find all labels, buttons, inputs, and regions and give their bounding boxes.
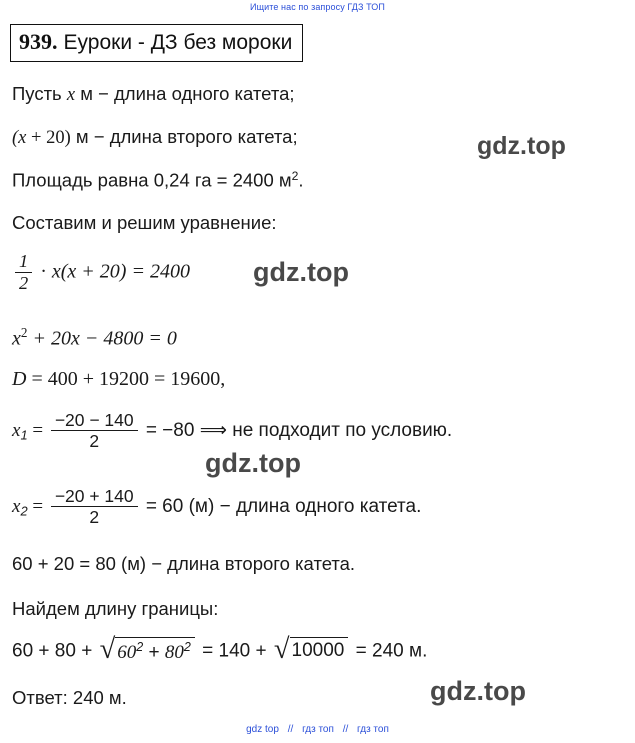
fraction-one-half (15, 252, 32, 294)
eq5-fraction (51, 487, 138, 527)
eq2-rest: + 20x − 4800 = 0 (27, 327, 177, 350)
eq4-fraction-numerator: −20 − 140 (54, 410, 134, 430)
eq4-equals: = (27, 419, 48, 441)
fraction-numerator: 1 (19, 251, 29, 271)
eq1-dot: · (40, 260, 47, 283)
solution-line-4: Составим и решим уравнение: (12, 212, 277, 233)
watermark-4: gdz.top (430, 676, 526, 706)
eq3-discriminant: D (12, 368, 27, 390)
equation-4 (12, 411, 452, 451)
eq4-fraction-denominator: 2 (51, 430, 138, 450)
solution-line-5: 60 + 20 = 80 (м) − длина второго катета. (12, 553, 356, 574)
task-title-text: Еуроки - ДЗ без мороки (63, 31, 293, 54)
solution-line-2 (12, 126, 298, 149)
eq6-middle: = 140 + (202, 640, 272, 662)
equation-2 (12, 325, 177, 350)
sqrt-ten-thousand (273, 634, 349, 666)
eq5-variable: x (12, 495, 21, 517)
footer-links (0, 724, 635, 735)
eq6-end: = 240 м. (355, 640, 428, 662)
top-ad-banner: Ищите нас по запросу ГДЗ ТОП (250, 2, 385, 12)
footer-separator-1: // (287, 724, 294, 735)
eq5-result: = 60 (м) − длина одного катета. (145, 495, 422, 517)
radical-sign-icon-2: √ (273, 634, 290, 665)
eq1-variable: x (51, 260, 61, 283)
equation-5 (12, 487, 421, 527)
footer-link-3[interactable]: гдз топ (357, 724, 389, 735)
equation-6 (12, 634, 428, 666)
line2-suffix: м − длина второго катета; (70, 126, 298, 147)
line3-text: Площадь равна 0,24 га = 2400 м (12, 169, 292, 191)
sqrt-sum-of-squares (99, 634, 195, 666)
line1-suffix: м − длина одного катета; (75, 83, 295, 104)
eq2-variable: x (12, 327, 21, 350)
eq5-fraction-denominator: 2 (51, 506, 138, 526)
line2-paren-open: ( (12, 128, 19, 148)
eq2-power: 2 (20, 325, 28, 340)
line3-power: 2 (291, 169, 299, 183)
eq6-power-1: 2 (136, 640, 144, 654)
eq4-fraction (51, 411, 138, 451)
eq3-rest: = 400 + 19200 = 19600, (26, 368, 226, 390)
eq1-rest: (x + 20) = 2400 (60, 260, 190, 283)
footer-link-2[interactable]: гдз топ (302, 724, 334, 735)
eq5-equals: = (27, 495, 48, 517)
eq5-index: 2 (20, 503, 28, 519)
solution-line-1 (12, 83, 295, 106)
watermark-3: gdz.top (205, 448, 301, 478)
eq6-plus: + (143, 641, 165, 663)
task-number: 939. (19, 29, 58, 54)
line2-expr: + 20) (26, 128, 71, 148)
eq6-start: 60 + 80 + (12, 640, 98, 662)
fraction-denominator: 2 (15, 272, 32, 293)
radical-sign-icon: √ (99, 634, 116, 665)
line1-prefix: Пусть (12, 83, 67, 104)
eq4-index: 1 (20, 427, 28, 443)
answer-line: Ответ: 240 м. (12, 687, 127, 708)
eq6-power-2: 2 (183, 640, 191, 654)
task-title-box (10, 24, 303, 62)
eq6-radicand-1 (115, 637, 195, 666)
solution-line-6: Найдем длину границы: (12, 598, 219, 619)
equation-1 (12, 252, 190, 294)
eq6-base-1: 60 (117, 641, 137, 663)
footer-separator-2: // (342, 724, 349, 735)
footer-link-1[interactable]: gdz top (246, 724, 279, 735)
equation-3 (12, 368, 225, 391)
eq4-result: = −80 ⟹ не подходит по условию. (145, 419, 453, 441)
line3-period: . (298, 169, 304, 191)
line2-variable: x (18, 128, 27, 148)
eq6-radicand-2: 10000 (290, 637, 349, 666)
watermark-2: gdz.top (253, 257, 349, 287)
watermark-1: gdz.top (477, 132, 566, 160)
solution-line-3 (12, 169, 304, 192)
eq5-fraction-numerator: −20 + 140 (54, 486, 134, 506)
eq4-variable: x (12, 419, 21, 441)
line1-variable: x (66, 85, 76, 105)
eq6-base-2: 80 (164, 641, 184, 663)
